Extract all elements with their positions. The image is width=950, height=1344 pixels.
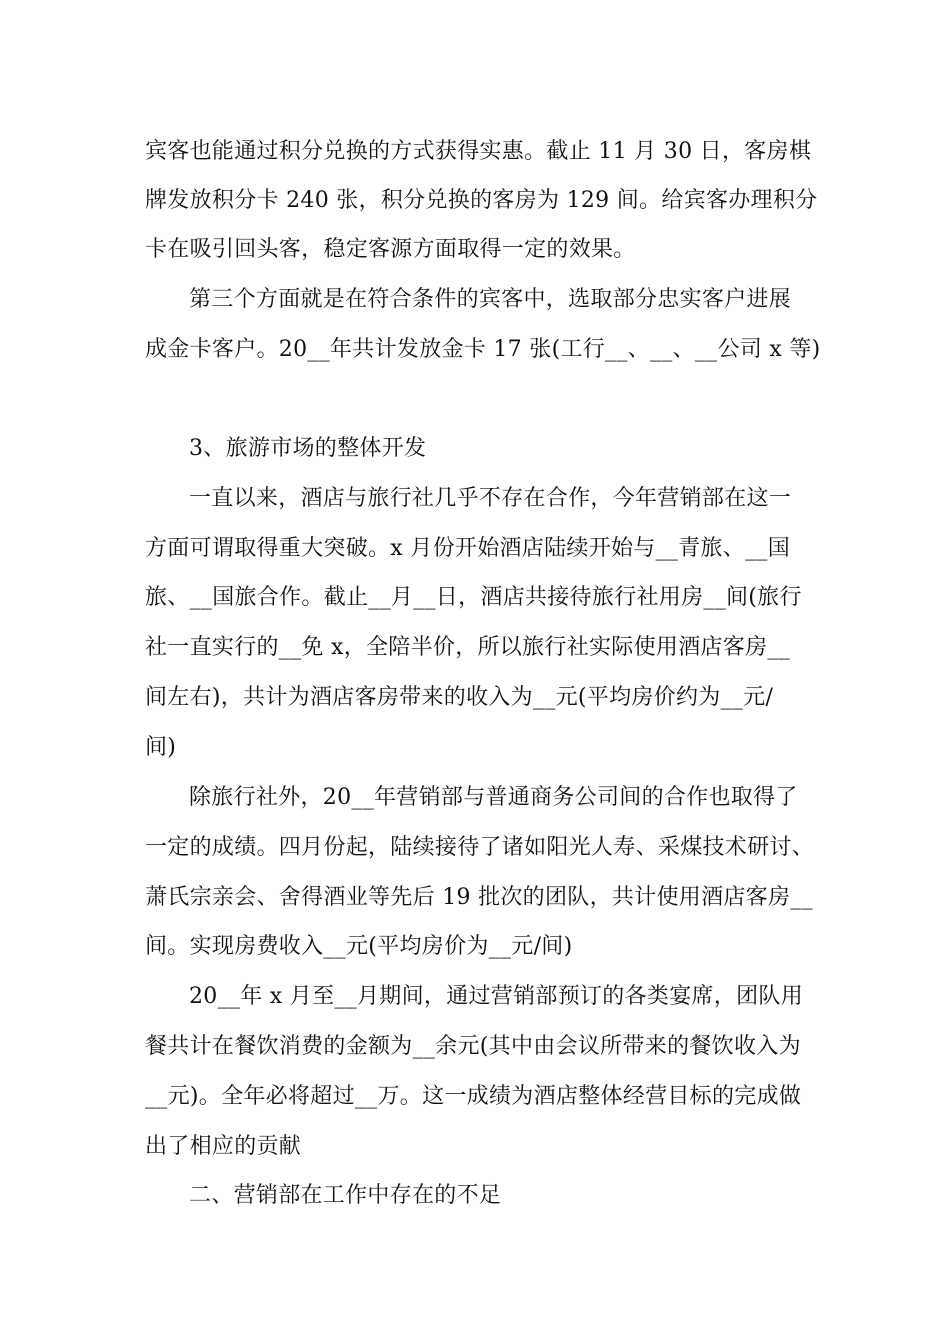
text-line: 牌发放积分卡 240 张，积分兑换的客房为 129 间。给宾客办理积分 (145, 188, 818, 213)
text-line: 餐共计在餐饮消费的金额为__余元(其中由会议所带来的餐饮收入为 (145, 1034, 801, 1059)
text-line: 旅、__国旅合作。截止__月__日，酒店共接待旅行社用房__间(旅行 (145, 585, 802, 610)
text-line: 萧氏宗亲会、舍得酒业等先后 19 批次的团队，共计使用酒店客房__ (145, 885, 813, 910)
paragraph-start: 20__年 x 月至__月期间，通过营销部预订的各类宴席，团队用 (189, 984, 803, 1009)
text-line: 间。实现房费收入__元(平均房价为__元/间) (145, 934, 573, 959)
text-line: 成金卡客户。20__年共计发放金卡 17 张(工行__、__、__公司 x 等) (145, 337, 821, 362)
text-line: 出了相应的贡献 (145, 1134, 302, 1159)
text-line: 间) (145, 735, 177, 760)
text-line: __元)。全年必将超过__万。这一成绩为酒店整体经营目标的完成做 (145, 1084, 802, 1109)
section-heading: 二、营销部在工作中存在的不足 (189, 1183, 502, 1208)
text-line: 一定的成绩。四月份起，陆续接待了诸如阳光人寿、采煤技术研讨、 (145, 835, 815, 860)
text-line: 宾客也能通过积分兑换的方式获得实惠。截止 11 月 30 日，客房棋 (145, 139, 812, 164)
paragraph-start: 一直以来，酒店与旅行社几乎不存在合作，今年营销部在这一 (189, 486, 792, 511)
text-line: 社一直实行的__免 x，全陪半价，所以旅行社实际使用酒店客房__ (145, 635, 791, 660)
text-line: 方面可谓取得重大突破。x 月份开始酒店陆续开始与__青旅、__国 (145, 536, 791, 561)
text-line: 间左右)，共计为酒店客房带来的收入为__元(平均房价约为__元/ (145, 685, 774, 710)
section-heading: 3、旅游市场的整体开发 (189, 436, 427, 461)
paragraph-start: 第三个方面就是在符合条件的宾客中，选取部分忠实客户进展 (189, 287, 792, 312)
text-line: 卡在吸引回头客，稳定客源方面取得一定的效果。 (145, 237, 636, 262)
paragraph-start: 除旅行社外，20__年营销部与普通商务公司间的合作也取得了 (189, 785, 798, 810)
